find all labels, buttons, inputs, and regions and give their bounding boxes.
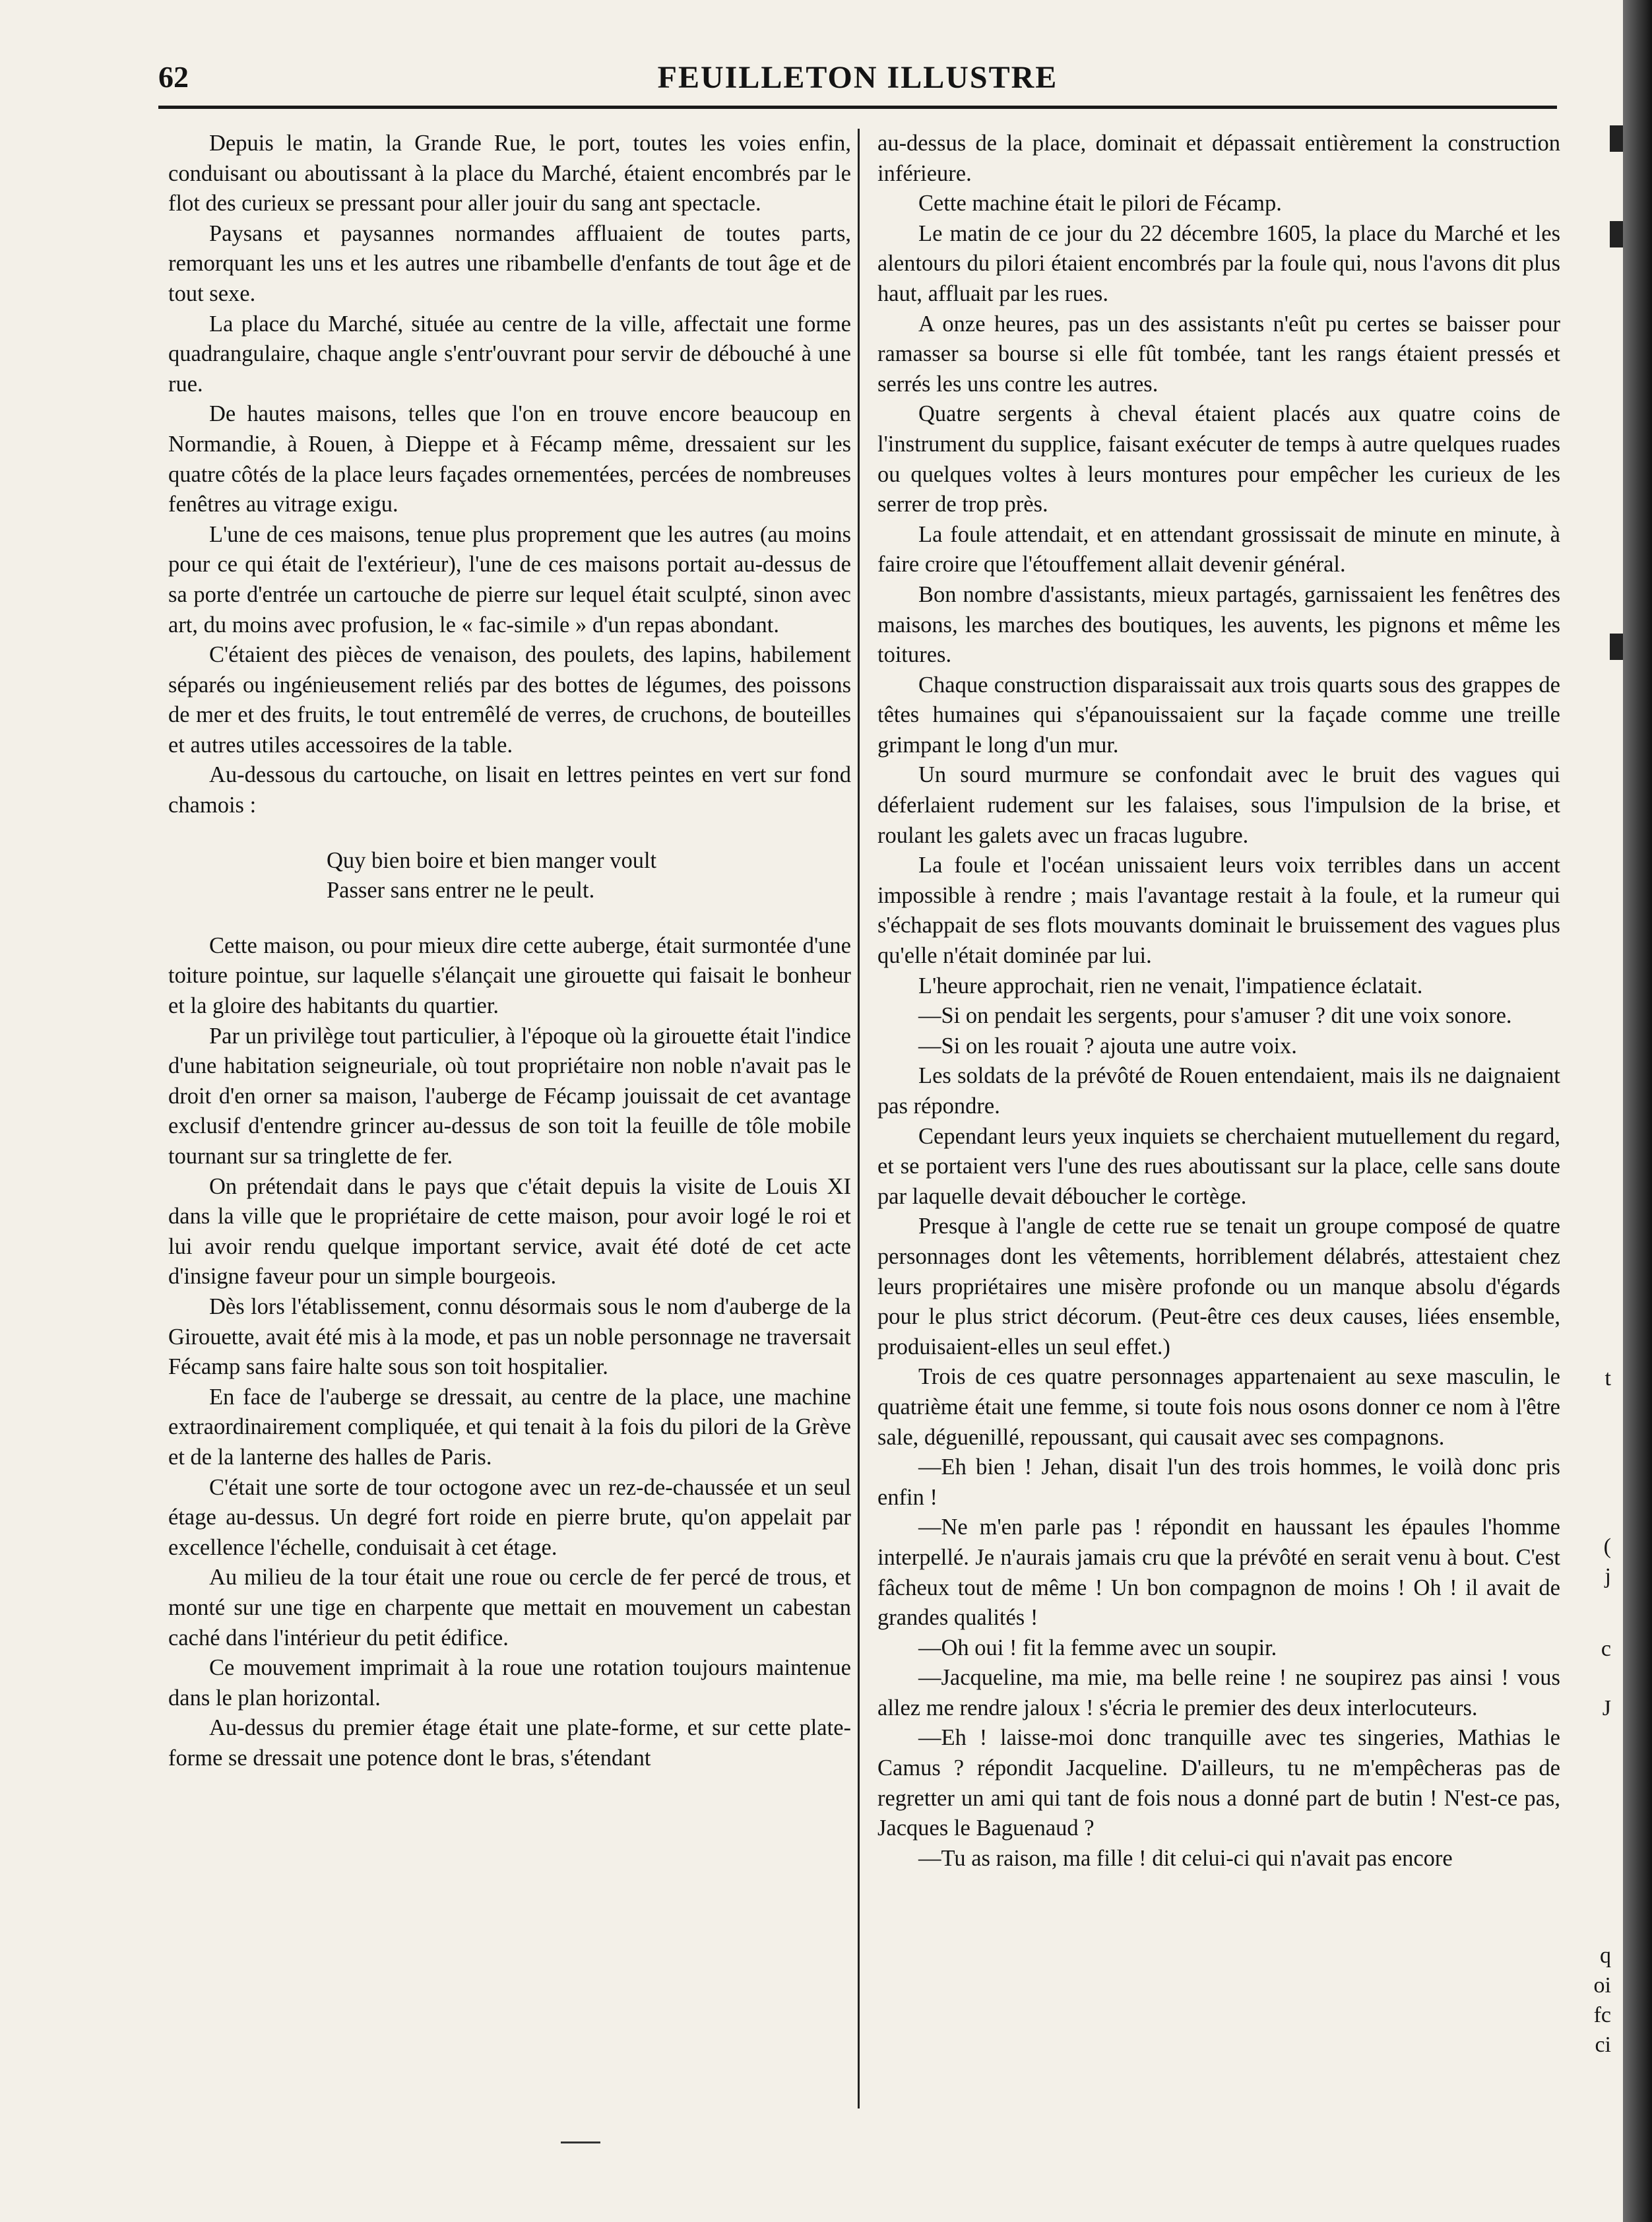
verse-line: Passer sans entrer ne le peult. bbox=[327, 878, 595, 903]
paragraph: La foule et l'océan unissaient leurs voix terribles dans un accent impossible à rendre ; mais l'avantage restait à la foule, et la rumeur qui s'échappait de ses flots mouvants dominait le bruissement des vagues plus qu'elle n'était dominée par lui. bbox=[877, 853, 1560, 969]
paragraph: Au milieu de la tour était une roue ou cercle de fer percé de trous, et monté sur une tige en charpente que mettait en mouvement un cabestan caché dans l'intérieur du petit édifice. bbox=[168, 1565, 851, 1650]
paragraph: Presque à l'angle de cette rue se tenait un groupe composé de quatre personnages dont les vêtements, horriblement délabrés, attestaient chez leurs propriétaires une misère profonde ou un manque absolu d'égards pour le plus strict décorum. (Peut-être ces deux causes, liées ensemble, produisaient-elles un seul effet.) bbox=[877, 1214, 1560, 1359]
paragraph: Cependant leurs yeux inquiets se cherchaient mutuellement du regard, et se portaient vers l'une des rues aboutissant sur la place, celle sans doute par laquelle devait déboucher le cortège. bbox=[877, 1123, 1560, 1209]
paragraph: Les soldats de la prévôté de Rouen entendaient, mais ils ne daignaient pas répondre. bbox=[877, 1063, 1560, 1119]
page-header bbox=[158, 59, 1557, 99]
paragraph: au-dessus de la place, dominait et dépassait entièrement la construction inférieure. bbox=[877, 131, 1560, 186]
paragraph: L'heure approchait, rien ne venait, l'impatience éclatait. bbox=[918, 973, 1423, 998]
header-rule bbox=[158, 106, 1557, 109]
paragraph: Paysans et paysannes normandes affluaient de toutes parts, remorquant les uns et les autres une ribambelle d'enfants de tout âge et de tout sexe. bbox=[168, 220, 851, 306]
paragraph: Un sourd murmure se confondait avec le bruit des vagues qui déferlaient rudement sur les falaises, sous l'impulsion de la brise, et roulant les galets avec un fracas lugubre. bbox=[877, 762, 1560, 848]
paragraph: On prétendait dans le pays que c'était depuis la visite de Louis XI dans la ville que le propriétaire de cette maison, pour avoir logé le roi et lui avoir rendu quelque important service, avait été doté de cet acte d'insigne faveur pour un simple bourgeois. bbox=[168, 1173, 851, 1290]
running-title: FEUILLETON ILLUSTRE bbox=[657, 60, 1058, 95]
edge-fragment: j bbox=[1604, 1564, 1611, 1588]
edge-fragment: ( bbox=[1603, 1534, 1611, 1559]
paragraph: —Eh bien ! Jehan, disait l'un des trois hommes, le voilà donc pris enfin ! bbox=[877, 1454, 1560, 1510]
paragraph: C'était une sorte de tour octogone avec un rez-de-chaussée et un seul étage au-dessus. Un degré fort roide en pierre brute, qu'on appelait par excellence l'échelle, conduisait à cet étage. bbox=[168, 1474, 851, 1560]
paragraph: C'étaient des pièces de venaison, des poulets, des lapins, habilement séparés ou ingénieusement reliés par des bottes de légumes, des poissons de mer et des fruits, le tout entremêlé de verres, de cruchons, de bouteilles et autres utiles accessoires de la table. bbox=[168, 642, 851, 758]
paragraph: Chaque construction disparaissait aux trois quarts sous des grappes de têtes humaines qui s'épanouissaient sur la façade comme une treille grimpant le long d'un mur. bbox=[877, 672, 1560, 758]
footer-mark bbox=[561, 2141, 600, 2143]
scan-edge-bar bbox=[1623, 0, 1652, 2222]
scan-edge-notch bbox=[1610, 221, 1623, 247]
paragraph: —Eh ! laisse-moi donc tranquille avec tes singeries, Mathias le Camus ? répondit Jacqueline. D'ailleurs, tu ne m'empêcheras pas de regretter un ami qui tant de fois nous a donné part de butin ! N'est-ce pas, Jacques le Baguenaud ? bbox=[877, 1725, 1560, 1841]
paragraph: Trois de ces quatre personnages appartenaient au sexe masculin, le quatrième était une femme, si toute fois nous osons donner ce nom à l'être sale, déguenillé, repoussant, qui causait avec ses compagnons. bbox=[877, 1364, 1560, 1450]
paragraph: Au-dessous du cartouche, on lisait en lettres peintes en vert sur fond chamois : bbox=[168, 762, 851, 818]
paragraph: Dès lors l'établissement, connu désormais sous le nom d'auberge de la Girouette, avait été mis à la mode, et pas un noble personnage ne traversait Fécamp sans faire halte sous son toit hospitalier. bbox=[168, 1293, 851, 1380]
verse-line: Quy bien boire et bien manger voult bbox=[327, 847, 657, 873]
paragraph: La foule attendait, et en attendant grossissait de minute en minute, à faire croire que l'étouffement allait devenir général. bbox=[877, 521, 1560, 577]
paragraph: Depuis le matin, la Grande Rue, le port, toutes les voies enfin, conduisant ou aboutissant à la place du Marché, étaient encombrés par le flot des curieux se pressant pour aller jouir du sang ant spectacle. bbox=[168, 131, 851, 216]
paragraph: —Tu as raison, ma fille ! dit celui-ci qui n'avait pas encore bbox=[918, 1845, 1453, 1871]
paragraph: —Si on pendait les sergents, pour s'amuser ? dit une voix sonore. bbox=[918, 1003, 1512, 1029]
paragraph: —Si on les rouait ? ajouta une autre voix. bbox=[918, 1033, 1297, 1059]
paragraph: —Oh oui ! fit la femme avec un soupir. bbox=[918, 1635, 1277, 1660]
edge-fragment: t bbox=[1604, 1366, 1611, 1390]
edge-fragment: ci bbox=[1595, 2033, 1611, 2057]
paragraph: —Jacqueline, ma mie, ma belle reine ! ne soupirez pas ainsi ! vous allez me rendre jaloux ! s'écria le premier des deux interlocuteurs. bbox=[877, 1665, 1560, 1720]
inscription-verse bbox=[168, 846, 851, 906]
edge-fragment: fc bbox=[1593, 2003, 1611, 2027]
page-number: 62 bbox=[158, 60, 189, 94]
paragraph: Cette machine était le pilori de Fécamp. bbox=[918, 191, 1282, 216]
paragraph: Bon nombre d'assistants, mieux partagés, garnissaient les fenêtres des maisons, les marches des boutiques, les auvents, les pignons et même les toitures. bbox=[877, 581, 1560, 668]
paragraph: Cette maison, ou pour mieux dire cette auberge, était surmontée d'une toiture pointue, sur laquelle s'élançait une girouette qui faisait le bonheur et la gloire des habitants du quartier. bbox=[168, 932, 851, 1019]
paragraph: Le matin de ce jour du 22 décembre 1605, la place du Marché et les alentours du pilori étaient encombrés par la foule qui, nous l'avons dit plus haut, affluait par les rues. bbox=[877, 220, 1560, 306]
paragraph: Quatre sergents à cheval étaient placés aux quatre coins de l'instrument du supplice, faisant exécuter de temps à autre quelques ruades ou quelques voltes à leurs montures pour empêcher les curieux de les serrer de trop près. bbox=[877, 401, 1560, 517]
edge-fragment: q bbox=[1600, 1944, 1611, 1968]
paragraph: Au-dessus du premier étage était une plate-forme, et sur cette plate-forme se dressait une potence dont le bras, s'étendant bbox=[168, 1715, 851, 1771]
paragraph: L'une de ces maisons, tenue plus proprement que les autres (au moins pour ce qui était de l'extérieur), l'une de ces maisons portait au-dessus de sa porte d'entrée un cartouche de pierre sur lequel était sculpté, sinon avec art, du moins avec profusion, le « fac-simile » d'un repas abondant. bbox=[168, 521, 851, 637]
paragraph: —Ne m'en parle pas ! répondit en haussant les épaules l'homme interpellé. Je n'aurais jamais cru que la prévôté en serait venu à bout. C'est fâcheux tout de même ! Un bon compagnon de moins ! Oh ! il avait de grandes qualités ! bbox=[877, 1515, 1560, 1631]
paragraph: En face de l'auberge se dressait, au centre de la place, une machine extraordinairement compliquée, et qui tenait à la fois du pilori de la Grève et de la lanterne des halles de Paris. bbox=[168, 1384, 851, 1470]
paragraph: De hautes maisons, telles que l'on en trouve encore beaucoup en Normandie, à Rouen, à Dieppe et à Fécamp même, dressaient sur les quatre côtés de la place leurs façades ornementées, percées de nombreuses fenêtres au vitrage exigu. bbox=[168, 401, 851, 517]
paragraph: A onze heures, pas un des assistants n'eût pu certes se baisser pour ramasser sa bourse si elle fût tombée, tant les rangs étaient pressés et serrés les uns contre les autres. bbox=[877, 311, 1560, 397]
paragraph: La place du Marché, située au centre de la ville, affectait une forme quadrangulaire, chaque angle s'entr'ouvrant pour servir de débouché à une rue. bbox=[168, 311, 851, 397]
edge-fragment: oi bbox=[1593, 1973, 1611, 1998]
edge-fragment: c bbox=[1601, 1637, 1611, 1661]
scan-edge-notch bbox=[1610, 634, 1623, 660]
scan-edge-notch bbox=[1610, 125, 1623, 152]
paragraph: Par un privilège tout particulier, à l'époque où la girouette était l'indice d'une habitation seigneuriale, où tout propriétaire non noble n'avait pas le droit d'en orner sa maison, l'auberge de Fécamp jouissait de cet avantage exclusif d'entendre grincer au-dessus de son toit la feuille de tôle mobile tournant sur sa tringlette de fer. bbox=[168, 1023, 851, 1169]
right-column bbox=[877, 129, 1560, 1874]
column-divider bbox=[858, 129, 860, 2108]
left-column bbox=[168, 129, 851, 1773]
paragraph: Ce mouvement imprimait à la roue une rotation toujours maintenue dans le plan horizontal. bbox=[168, 1655, 851, 1711]
edge-fragment: J bbox=[1602, 1696, 1611, 1720]
